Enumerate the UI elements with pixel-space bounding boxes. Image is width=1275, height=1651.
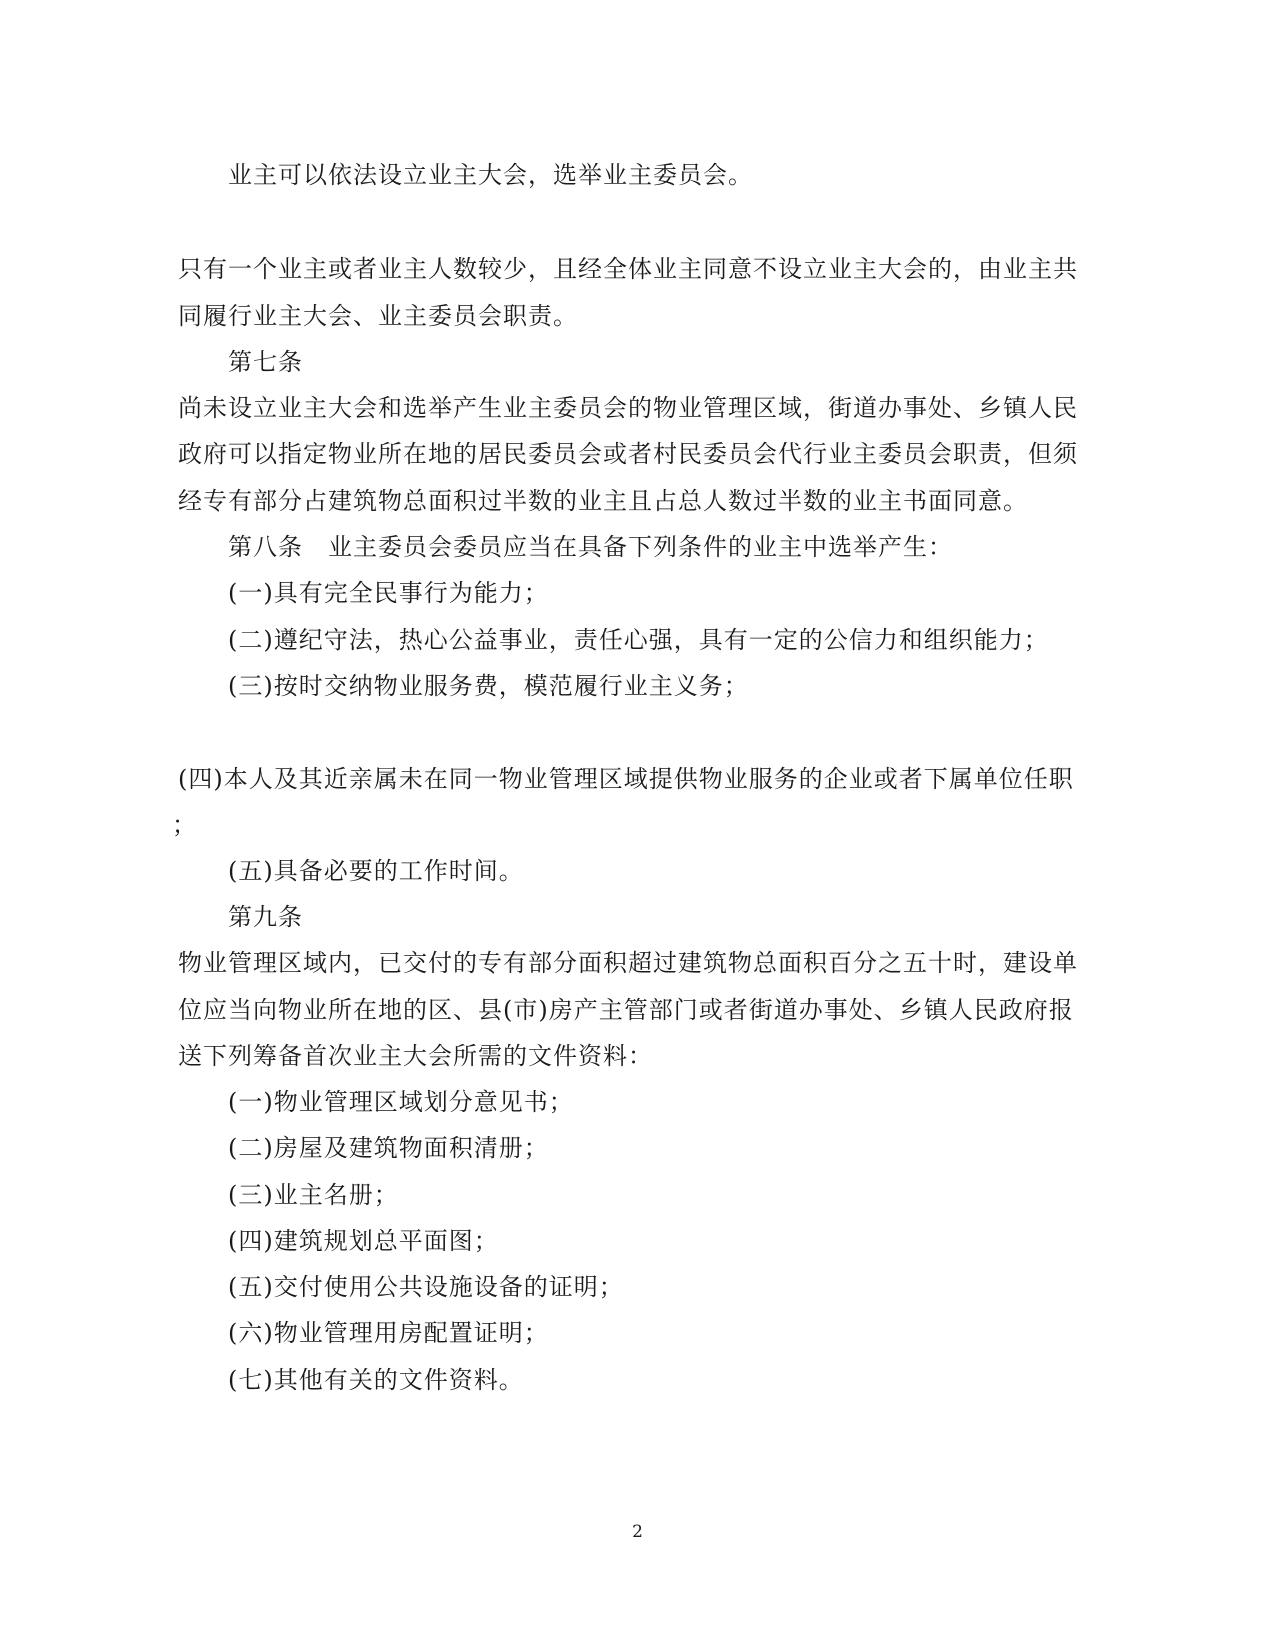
page-number: 2 xyxy=(632,1522,643,1542)
list-item: (三)按时交纳物业服务费，模范履行业主义务； xyxy=(228,672,749,700)
text-line: 经专有部分占建筑物总面积过半数的业主且占总人数过半数的业主书面同意。 xyxy=(178,487,1028,515)
list-item: (三)业主名册； xyxy=(228,1181,399,1209)
article-heading: 第七条 xyxy=(228,348,303,376)
text-line: ； xyxy=(172,811,197,839)
article-heading: 第八条 业主委员会委员应当在具备下列条件的业主中选举产生： xyxy=(228,533,953,561)
article-heading: 第九条 xyxy=(228,903,303,931)
list-item: (七)其他有关的文件资料。 xyxy=(228,1366,524,1394)
list-item: (一)具有完全民事行为能力； xyxy=(228,579,549,607)
text-line: 尚未设立业主大会和选举产生业主委员会的物业管理区域，街道办事处、乡镇人民 xyxy=(178,394,1078,422)
text-line: 同履行业主大会、业主委员会职责。 xyxy=(178,302,578,330)
list-item: (二)房屋及建筑物面积清册； xyxy=(228,1134,549,1162)
text-line: 业主可以依法设立业主大会，选举业主委员会。 xyxy=(228,161,753,189)
list-item: (二)遵纪守法，热心公益事业，责任心强，具有一定的公信力和组织能力； xyxy=(228,626,1049,654)
text-line: 政府可以指定物业所在地的居民委员会或者村民委员会代行业主委员会职责，但须 xyxy=(178,440,1078,468)
list-item: (四)建筑规划总平面图； xyxy=(228,1227,499,1255)
list-item: (五)交付使用公共设施设备的证明； xyxy=(228,1273,624,1301)
text-line: 送下列筹备首次业主大会所需的文件资料： xyxy=(178,1042,653,1070)
text-line: 位应当向物业所在地的区、县(市)房产主管部门或者街道办事处、乡镇人民政府报 xyxy=(178,996,1074,1024)
list-item: (四)本人及其近亲属未在同一物业管理区域提供物业服务的企业或者下属单位任职 xyxy=(178,765,1074,793)
text-line: 物业管理区域内，已交付的专有部分面积超过建筑物总面积百分之五十时，建设单 xyxy=(178,949,1078,977)
list-item: (六)物业管理用房配置证明； xyxy=(228,1319,549,1347)
list-item: (五)具备必要的工作时间。 xyxy=(228,857,524,885)
text-line: 只有一个业主或者业主人数较少，且经全体业主同意不设立业主大会的，由业主共 xyxy=(178,255,1078,283)
list-item: (一)物业管理区域划分意见书； xyxy=(228,1088,574,1116)
